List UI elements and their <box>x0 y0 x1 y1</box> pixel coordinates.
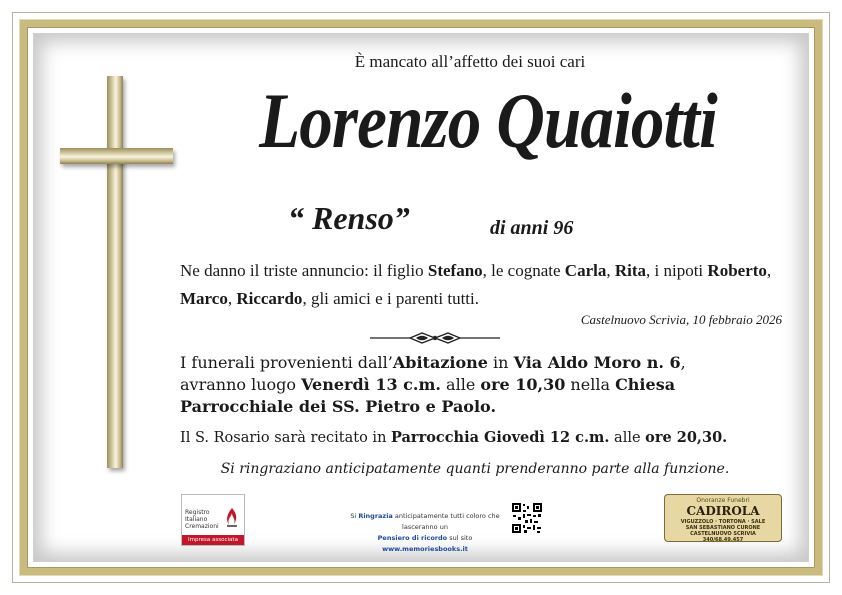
place-date: Castelnuovo Scrivia, 10 febbraio 2026 <box>580 312 782 327</box>
funeral-from: Abitazione <box>392 353 488 372</box>
credit-part: anticipatamente tutti coloro che lasceranno un <box>392 512 500 531</box>
registry-line: Italiano <box>185 516 208 523</box>
website-link[interactable]: www.memoriesbooks.it <box>382 545 468 553</box>
registry-logo <box>181 494 245 546</box>
funeral-home-tagline: Onoranze Funebri <box>696 497 750 504</box>
cross-arm <box>60 148 173 164</box>
rosary-details <box>180 429 795 446</box>
funeral-day: Venerdì 13 c.m. <box>301 375 441 394</box>
credit-part: sul sito <box>447 534 473 542</box>
announce-text: , <box>766 261 772 280</box>
credit-text <box>345 511 505 555</box>
rosary-place: Parrocchia Giovedì 12 c.m. <box>391 429 610 446</box>
intro-text: È mancato all’affetto dei suoi cari <box>354 52 586 71</box>
relative-name: Carla <box>564 261 607 280</box>
funeral-church: Chiesa <box>615 375 676 394</box>
deceased-name: Lorenzo Quaiotti <box>259 77 717 164</box>
funeral-home-locations <box>664 519 782 543</box>
funeral-church: Parrocchiale dei SS. Pietro e Paolo. <box>180 397 497 416</box>
announce-text: , gli amici e i parenti tutti. <box>302 289 480 308</box>
registry-line: Registro <box>185 509 210 516</box>
phone-number: 340/68.49.457 <box>702 537 744 543</box>
location-line: CASTELNUOVO SCRIVIA <box>690 531 756 537</box>
nickname: “ Renso” <box>288 200 410 236</box>
funeral-text: avranno luogo <box>180 375 302 394</box>
funeral-text: alle <box>440 375 481 394</box>
funeral-text: nella <box>565 375 616 394</box>
credit-part: Pensiero di ricordo <box>377 534 448 542</box>
funeral-home-name: CADIROLA <box>686 504 760 518</box>
registry-band: Impresa associata <box>182 535 244 545</box>
announce-text: , i nipoti <box>646 261 708 280</box>
relative-name: Roberto <box>707 261 767 280</box>
rosary-time: ore 20,30. <box>645 429 728 446</box>
announcement <box>180 257 790 313</box>
relative-name: Stefano <box>427 261 483 280</box>
funeral-home-logo <box>664 494 782 542</box>
flame-icon <box>224 507 240 527</box>
announce-text: , <box>606 261 615 280</box>
age: di anni 96 <box>490 217 574 239</box>
funeral-details <box>180 352 795 418</box>
relative-name: Riccardo <box>236 289 303 308</box>
relative-name: Marco <box>180 289 228 308</box>
credit-part: Ringrazia <box>358 512 393 520</box>
announce-text: , <box>227 289 237 308</box>
cross-icon <box>107 76 123 468</box>
qr-code-icon[interactable] <box>511 502 543 534</box>
registry-logo-text <box>185 509 219 530</box>
relative-name: Rita <box>614 261 647 280</box>
ornament-divider-icon <box>370 330 500 346</box>
funeral-text: , <box>680 353 686 372</box>
rosary-text: Il S. Rosario sarà recitato in <box>180 430 392 446</box>
thanks-text: Si ringraziano anticipatamente quanti prenderanno parte alla funzione. <box>220 461 730 477</box>
funeral-address: Via Aldo Moro n. 6 <box>513 353 681 372</box>
funeral-text: I funerali provenienti dall’ <box>180 353 393 372</box>
announce-text: , le cognate <box>482 261 565 280</box>
rosary-text: alle <box>609 430 646 446</box>
credit-part: Si <box>350 512 359 520</box>
location-line: VIGUZZOLO · TORTONA · SALE <box>680 519 766 525</box>
announce-text: Ne danno il triste annuncio: il figlio <box>180 261 428 280</box>
location-line: SAN SEBASTIANO CURONE <box>685 525 761 531</box>
funeral-text: in <box>487 353 514 372</box>
funeral-time: ore 10,30 <box>480 375 566 394</box>
registry-line: Cremazioni <box>185 523 219 530</box>
